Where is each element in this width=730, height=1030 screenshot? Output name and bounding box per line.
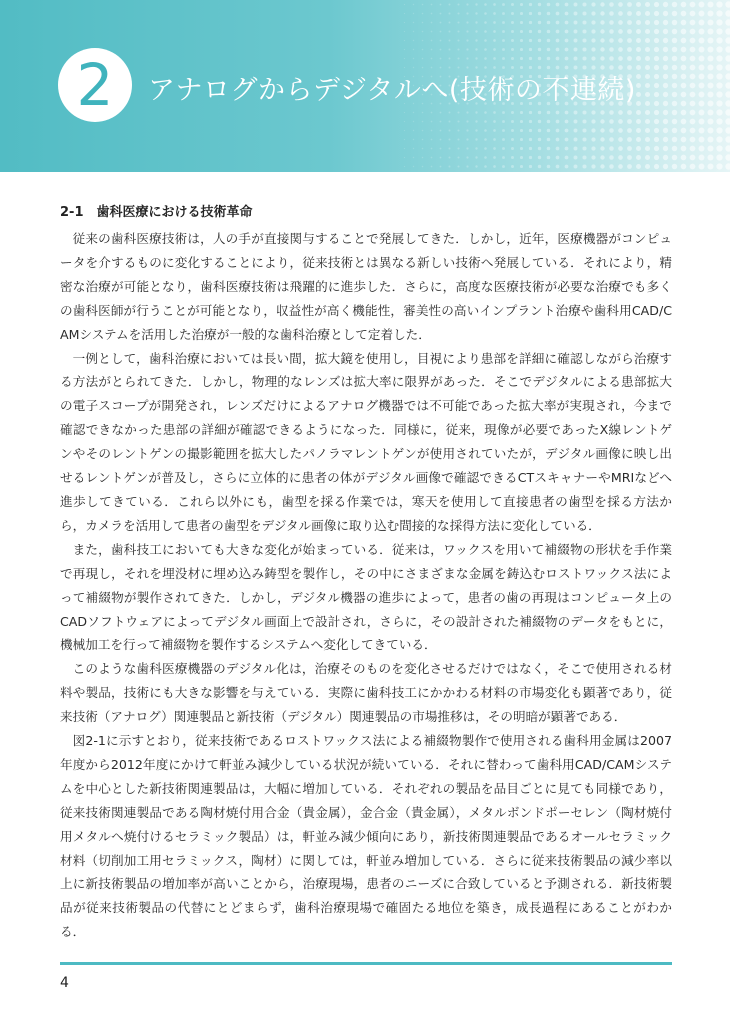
main-content bbox=[60, 203, 672, 944]
chapter-number-badge bbox=[58, 48, 132, 122]
chapter-title: アナログからデジタルへ(技術の不連続) bbox=[148, 75, 636, 106]
paragraph: また，歯科技工においても大きな変化が始まっている．従来は，ワックスを用いて補綴物の形状を手作業で再現し，それを埋没材に埋め込み鋳型を製作し，その中にさまざまな金属を鋳込むロストワックス法によって補綴物が製作されてきた．しかし，デジタル機器の進歩によって，患者の歯の再現はコンピュータ上のCADソフトウェアによってデジタル画面上で設計され，さらに，その設計された補綴物のデータをもとに，機械加工を行って補綴物を製作するシステムへ変化してきている． bbox=[60, 541, 672, 653]
page-number: 4 bbox=[60, 975, 69, 991]
chapter-number: 2 bbox=[76, 51, 114, 119]
paragraph: 従来の歯科医療技術は，人の手が直接関与することで発展してきた．しかし，近年，医療機器がコンピュータを介するものに変化することにより，従来技術とは異なる新しい技術へ発展している．それにより，精密な治療が可能となり，歯科医療技術は飛躍的に進歩した．さらに，高度な医療技術が必要な治療でも多くの歯科医師が行うことが可能となり，収益性が高く機能性，審美性の高いインプラント治療や歯科用CAD/CAMシステムを活用した治療が一般的な歯科治療として定着した． bbox=[60, 231, 672, 342]
chapter-header bbox=[0, 0, 730, 172]
paragraph: 一例として，歯科治療においては長い間，拡大鏡を使用し，目視により患部を詳細に確認しながら治療する方法がとられてきた．しかし，物理的なレンズは拡大率に限界があった．そこでデジタルによる患部拡大の電子スコープが開発され，レンズだけによるアナログ機器では不可能であった拡大率が実現され，今まで確認できなかった患部の詳細が確認できるようになった．同様に，従来，現像が必要であったX線レントゲンやそのレントゲンの撮影範囲を拡大したパノラマレントゲンが使用されていたが，デジタル画像に映し出せるレントゲンが普及し，さらに立体的に患者の体がデジタル画像で確認できるCTスキャナーやMRIなどへ進歩してきている．これら以外にも，歯型を採る作業では，寒天を使用して直接患者の歯型を採る方法から，カメラを活用して患者の歯型をデジタル画像に取り込む間接的な採得方法に変化している． bbox=[60, 350, 673, 533]
paragraph: このような歯科医療機器のデジタル化は，治療そのものを変化させるだけではなく，そこで使用される材料や製品，技術にも大きな影響を与えている．実際に歯科技工にかかわる材料の市場変化も顕著であり，従来技術（アナログ）関連製品と新技術（デジタル）関連製品の市場推移は，その明暗が顕著である． bbox=[60, 661, 672, 725]
footer-divider bbox=[60, 962, 672, 965]
paragraph: 図2-1に示すとおり，従来技術であるロストワックス法による補綴物製作で使用される歯科用金属は2007年度から2012年度にかけて軒並み減少している状況が続いている．それに替わって歯科用CAD/CAMシステムを中心とした新技術関連製品は，大幅に増加している．それぞれの製品を品目ごとに見ても同様であり，従来技術関連製品である陶材焼付用合金（貴金属），金合金（貴金属），メタルボンドポーセレン（陶材焼付用メタルへ焼付けるセラミック製品）は，軒並み減少傾向にあり，新技術関連製品であるオールセラミック材料（切削加工用セラミックス，陶材）に関しては，軒並み増加している．さらに従来技術製品の減少率以上に新技術製品の増加率が高いことから，治療現場，患者のニーズに合致していると予測される．新技術製品が従来技術製品の代替にとどまらず，歯科治療現場で確固たる地位を築き，成長過程にあることがわかる． bbox=[60, 733, 672, 940]
section-heading: 2-1 歯科医療における技術革命 bbox=[60, 205, 253, 220]
